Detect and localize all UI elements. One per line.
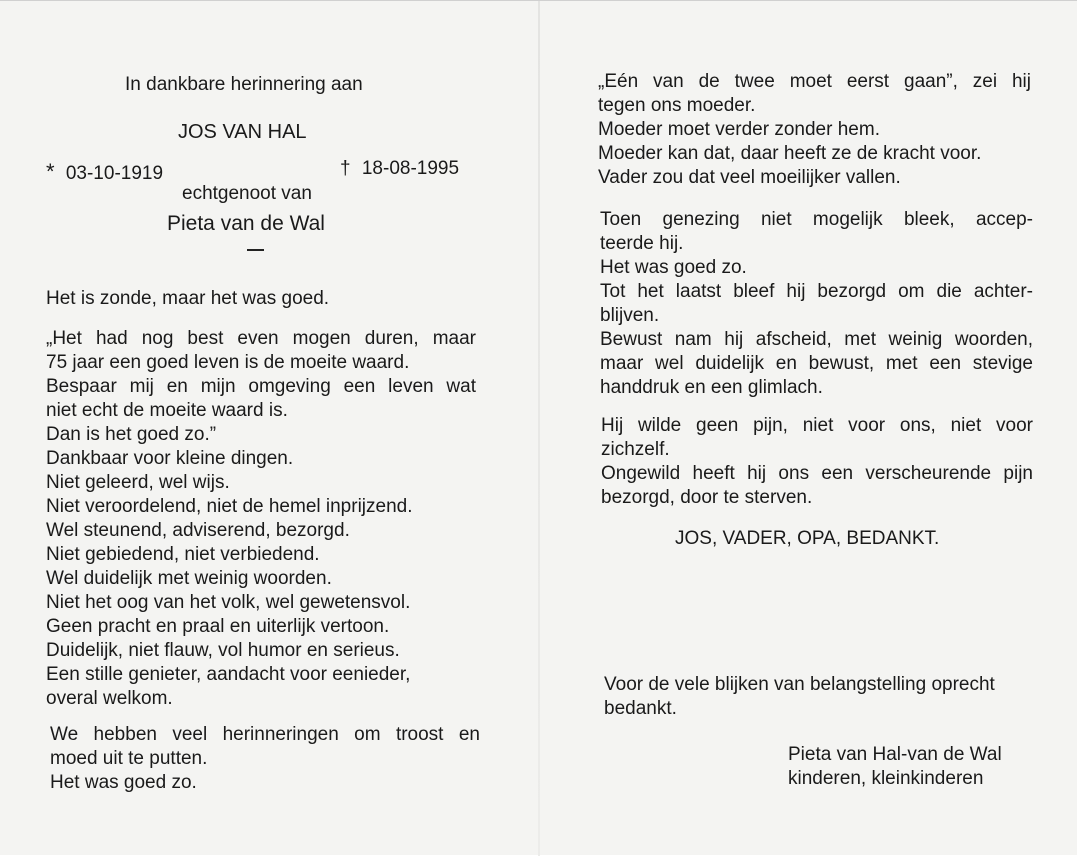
quote-line: Niet het oog van het volk, wel gewetensvol. [46, 592, 411, 613]
text-line: maar wel duidelijk en bewust, met een stevige [600, 353, 1033, 374]
quote-line: Niet veroordelend, niet de hemel inprijzend. [46, 496, 413, 517]
text-line: Tot het laatst bleef hij bezorgd om die achter- [600, 281, 1033, 302]
text-line: Bewust nam hij afscheid, met weinig woorden, [600, 329, 1033, 350]
quote-line: „Het had nog best even mogen duren, maar [46, 328, 476, 349]
paragraph-2 [600, 208, 1033, 400]
quote-line: Geen pracht en praal en uiterlijk vertoon. [46, 616, 390, 637]
text-line: Moeder kan dat, daar heeft ze de kracht voor. [598, 143, 982, 164]
signature-block [788, 743, 1048, 791]
left-page [0, 1, 538, 856]
text-line: zichzelf. [601, 439, 670, 460]
closing-line: moed uit te putten. [50, 748, 208, 769]
thanks-line: JOS, VADER, OPA, BEDANKT. [675, 528, 940, 549]
birth-date: 03-10-1919 [65, 163, 164, 184]
spouse-name: Pieta van de Wal [167, 212, 325, 235]
quote-line: Wel duidelijk met weinig woorden. [46, 568, 332, 589]
quote-line: Een stille genieter, aandacht voor eenieder, [46, 664, 411, 685]
closing-line: Het was goed zo. [50, 772, 197, 793]
text-line: Vader zou dat veel moeilijker vallen. [598, 167, 901, 188]
divider-dash [247, 249, 264, 251]
gratitude-paragraph [604, 673, 1044, 721]
signature-line: Pieta van Hal-van de Wal [788, 744, 1002, 765]
paragraph-3 [601, 414, 1033, 510]
text-line: Moeder moet verder zonder hem. [598, 119, 880, 140]
text-line: tegen ons moeder. [598, 95, 756, 116]
quote-line: Duidelijk, niet flauw, vol humor en serieus. [46, 640, 400, 661]
quote-line: Dankbaar voor kleine dingen. [46, 448, 294, 469]
quote-line: Bespaar mij en mijn omgeving een leven wat [46, 376, 476, 397]
deceased-name: JOS VAN HAL [178, 121, 307, 143]
signature-line: kinderen, kleinkinderen [788, 768, 984, 789]
text-line: teerde hij. [600, 233, 684, 254]
text-line: bedankt. [604, 698, 677, 719]
birth-line [46, 160, 163, 186]
paragraph-1 [598, 70, 1031, 190]
quote-line: 75 jaar een goed leven is de moeite waard. [46, 352, 410, 373]
opening-line: Het is zonde, maar het was goed. [46, 288, 330, 309]
quote-paragraph [46, 327, 476, 711]
text-line: blijven. [600, 305, 660, 326]
text-line: „Eén van de twee moet eerst gaan”, zei hij [598, 71, 1031, 92]
spouse-label: echtgenoot van [182, 183, 312, 204]
closing-paragraph [50, 723, 480, 795]
quote-line: Wel steunend, adviserend, bezorgd. [46, 520, 350, 541]
right-page [540, 1, 1077, 856]
quote-line: Niet gebiedend, niet verbiedend. [46, 544, 320, 565]
quote-line: overal welkom. [46, 688, 173, 709]
text-line: Het was goed zo. [600, 257, 747, 278]
text-line: Voor de vele blijken van belangstelling oprecht [604, 674, 995, 695]
intro-text: In dankbare herinnering aan [125, 74, 363, 95]
quote-line: Dan is het goed zo.” [46, 424, 217, 445]
cross-icon: † [340, 158, 351, 179]
text-line: bezorgd, door te sterven. [601, 487, 813, 508]
birth-star-icon: * [46, 159, 55, 184]
quote-line: Niet geleerd, wel wijs. [46, 472, 230, 493]
text-line: handdruk en een glimlach. [600, 377, 823, 398]
text-line: Toen genezing niet mogelijk bleek, accep- [600, 209, 1033, 230]
death-date: 18-08-1995 [361, 158, 460, 179]
closing-line: We hebben veel herinneringen om troost en [50, 724, 480, 745]
death-line [340, 157, 459, 181]
text-line: Ongewild heeft hij ons een verscheurende pijn [601, 463, 1033, 484]
quote-line: niet echt de moeite waard is. [46, 400, 288, 421]
text-line: Hij wilde geen pijn, niet voor ons, niet voor [601, 415, 1033, 436]
